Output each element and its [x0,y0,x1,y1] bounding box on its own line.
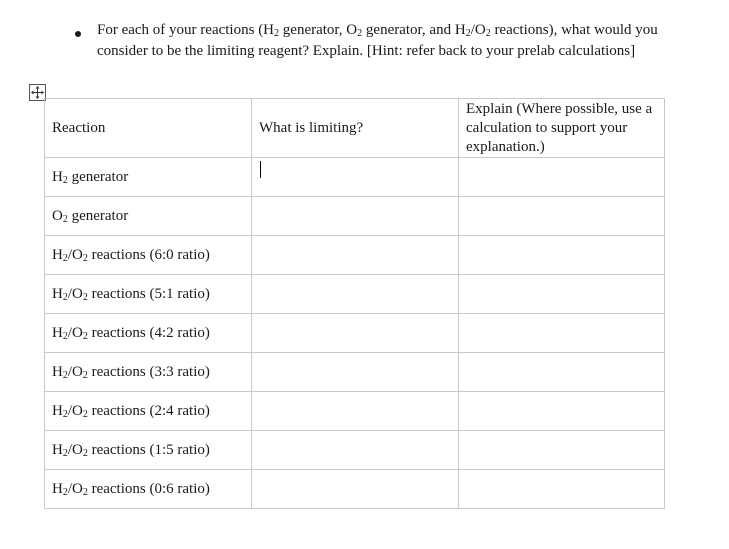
limiting-cell[interactable] [252,431,459,470]
limiting-cell[interactable] [252,158,459,197]
limiting-cell[interactable] [252,197,459,236]
limiting-cell[interactable] [252,353,459,392]
reactions-table [44,98,665,509]
table-row [45,158,665,197]
explain-cell[interactable] [459,197,665,236]
reaction-cell[interactable]: $H_2/O_2$ reactions (4:2 ratio) [45,314,252,353]
explain-cell[interactable] [459,236,665,275]
explain-cell[interactable] [459,314,665,353]
explain-cell[interactable] [459,158,665,197]
reaction-cell[interactable]: $H_2/O_2$ reactions (0:6 ratio) [45,470,252,509]
reaction-cell[interactable]: $H_2/O_2$ reactions (6:0 ratio) [45,236,252,275]
explain-cell[interactable] [459,392,665,431]
explain-cell[interactable] [459,431,665,470]
table-row [45,353,665,392]
table-row [45,236,665,275]
table-row [45,431,665,470]
reaction-cell[interactable]: $O_2$ generator [45,197,252,236]
limiting-cell[interactable] [252,392,459,431]
explain-cell[interactable] [459,353,665,392]
reaction-cell[interactable]: $H_2/O_2$ reactions (2:4 ratio) [45,392,252,431]
reaction-cell[interactable]: $H_2/O_2$ reactions (5:1 ratio) [45,275,252,314]
table-row [45,392,665,431]
bullet-dot [75,31,81,37]
table-row [45,470,665,509]
reaction-cell[interactable]: $H_2/O_2$ reactions (1:5 ratio) [45,431,252,470]
header-explain[interactable]: Explain (Where possible, use a calculation to support your explanation.) [459,99,665,158]
bullet-item [75,20,675,62]
table-row [45,314,665,353]
limiting-cell[interactable] [252,470,459,509]
limiting-cell[interactable] [252,314,459,353]
header-reaction[interactable]: Reaction [45,99,252,158]
table-row [45,275,665,314]
header-limiting[interactable]: What is limiting? [252,99,459,158]
explain-cell[interactable] [459,275,665,314]
prompt-text[interactable]: For each of your reactions ($H_2$ generator, $O_2$ generator, and $H_2/O_2$ reactions), what would you consider to be the limiting reagent? Explain. [Hint: refer back to your prelab calculations] [97,22,658,59]
reaction-cell[interactable]: $H_2/O_2$ reactions (3:3 ratio) [45,353,252,392]
limiting-cell[interactable] [252,236,459,275]
reaction-cell[interactable]: $H_2$ generator [45,158,252,197]
table-header-row [45,99,665,158]
explain-cell[interactable] [459,470,665,509]
limiting-cell[interactable] [252,275,459,314]
table-row [45,197,665,236]
